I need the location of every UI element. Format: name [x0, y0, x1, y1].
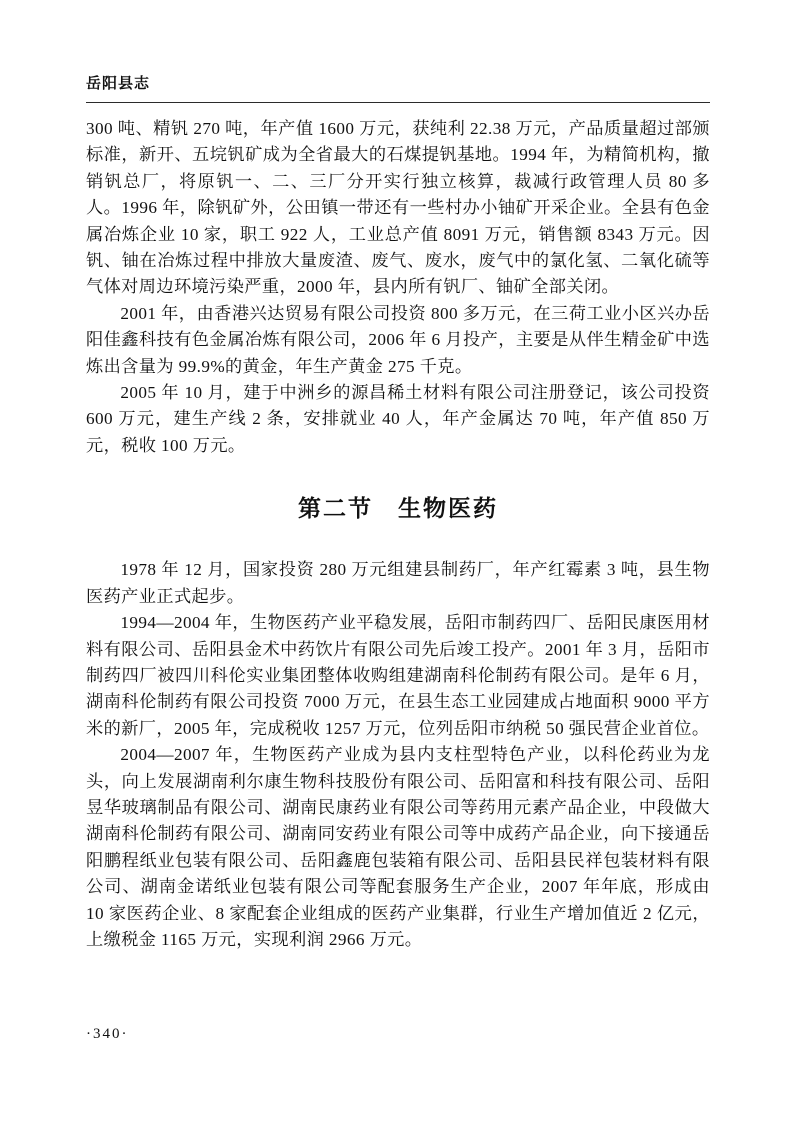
- paragraph: 300 吨、精钒 270 吨，年产值 1600 万元，获纯利 22.38 万元，产品质量超过部颁标准，新开、五垸钒矿成为全省最大的石煤提钒基地。1994 年，为精简机构，撤销钒总厂，将原钒一、二、三厂分开实行独立核算，裁减行政管理人员 80 多人。1996 年，除钒矿外，公田镇一带还有一些村办小铀矿开采企业。全县有色金属冶炼企业 10 家，职工 922 人，工业总产值 8091 万元，销售额 8343 万元。因钒、铀在冶炼过程中排放大量废渣、废气、废水，废气中的氯化氢、二氧化硫等气体对周边环境污染严重，2000 年，县内所有钒厂、铀矿全部关闭。: [86, 119, 710, 297]
- paragraph: 2001 年，由香港兴达贸易有限公司投资 800 多万元，在三荷工业小区兴办岳阳佳鑫科技有色金属冶炼有限公司，2006 年 6 月投产，主要是从伴生精金矿中选炼出含量为 99.9%的黄金，年生产黄金 275 千克。: [86, 303, 710, 376]
- paragraph: 1994—2004 年，生物医药产业平稳发展，岳阳市制药四厂、岳阳民康医用材料有限公司、岳阳县金术中药饮片有限公司先后竣工投产。2001 年 3 月，岳阳市制药四厂被四川科伦实业集团整体收购组建湖南科伦制药有限公司。是年 6 月，湖南科伦制药有限公司投资 7000 万元，在县生态工业园建成占地面积 9000 平方米的新厂，2005 年，完成税收 1257 万元，位列岳阳市纳税 50 强民营企业首位。: [86, 613, 710, 738]
- section-text-block: [86, 557, 710, 953]
- paragraph: 1978 年 12 月，国家投资 280 万元组建县制药厂，年产红霉素 3 吨，县生物医药产业正式起步。: [86, 560, 710, 606]
- paragraph: 2004—2007 年，生物医药产业成为县内支柱型特色产业，以科伦药业为龙头，向上发展湖南利尔康生物科技股份有限公司、岳阳富和科技有限公司、岳阳昱华玻璃制品有限公司、湖南民康药业有限公司等药用元素产品企业，中段做大湖南科伦制药有限公司、湖南同安药业有限公司等中成药产品企业，向下接通岳阳鹏程纸业包装有限公司、岳阳鑫鹿包装箱有限公司、岳阳县民祥包装材料有限公司、湖南金诺纸业包装有限公司等配套服务生产企业，2007 年年底，形成由 10 家医药企业、8 家配套企业组成的医药产业集群，行业生产增加值近 2 亿元，上缴税金 1165 万元，实现利润 2966 万元。: [86, 745, 710, 949]
- running-head-book-title: 岳阳县志: [86, 75, 151, 92]
- page-content: [86, 72, 710, 953]
- body-text-block: [86, 116, 710, 459]
- section-heading: 第二节 生物医药: [298, 495, 498, 522]
- header-divider: [86, 102, 710, 103]
- page-number: ·340·: [86, 1026, 129, 1042]
- paragraph: 2005 年 10 月，建于中洲乡的源昌稀土材料有限公司注册登记，该公司投资 600 万元，建生产线 2 条，安排就业 40 人，年产金属达 70 吨，年产值 850 万元，税收 100 万元。: [86, 383, 710, 455]
